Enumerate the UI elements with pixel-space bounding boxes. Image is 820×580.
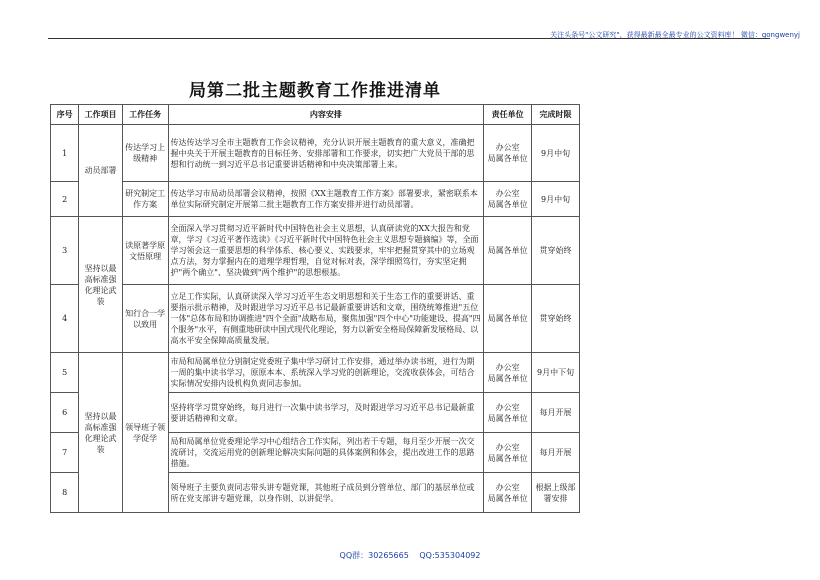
responsible-unit: 局属各单位 bbox=[484, 217, 532, 285]
responsible-unit-text: 办公室 局属各单位 bbox=[487, 189, 528, 209]
deadline: 根据上级部署安排 bbox=[532, 473, 580, 513]
deadline: 9月中旬 bbox=[532, 125, 580, 182]
row-number: 7 bbox=[51, 433, 79, 473]
work-task: 领导班子领学促学 bbox=[122, 353, 168, 513]
deadline: 贯穿始终 bbox=[532, 285, 580, 353]
deadline: 9月中旬 bbox=[532, 182, 580, 217]
table-header-row bbox=[51, 105, 580, 125]
content-arrangement: 全面深入学习贯彻习近平新时代中国特色社会主义思想，认真研读党的XX大报告和党章，学习《习近平著作选读》《习近平新时代中国特色社会主义思想专题摘编》等，全面学习领会这一重要思想的科学体系、核心要义、实践要求，牢牢把握贯穿其中的立场观点方法，努力掌握内在的道理学理哲理，自觉对标对表，深学细照笃行，夯实坚定拥护"两个确立"、坚决做到"两个维护"的思想根基。 bbox=[168, 217, 484, 285]
row-number: 2 bbox=[51, 182, 79, 217]
responsible-unit-text: 办公室 局属各单位 bbox=[487, 362, 528, 383]
column-header-task: 工作任务 bbox=[122, 105, 168, 125]
column-header-no: 序号 bbox=[51, 105, 79, 125]
responsible-unit bbox=[484, 125, 532, 182]
column-header-content: 内容安排 bbox=[168, 105, 484, 125]
deadline: 每月开展 bbox=[532, 393, 580, 433]
work-task: 知行合一学以致用 bbox=[122, 285, 168, 353]
responsible-unit bbox=[484, 433, 532, 473]
work-plan-table bbox=[50, 104, 580, 513]
responsible-unit bbox=[484, 182, 532, 217]
work-task: 研究制定工作方案 bbox=[122, 182, 168, 217]
row-number: 6 bbox=[51, 393, 79, 433]
content-arrangement: 领导班子主要负责同志带头讲专题党课，其他班子成员到分管单位、部门的基层单位或所在党支部讲专题党课，以身作则、以讲促学。 bbox=[168, 473, 484, 513]
footer-contact: QQ群：30265665 QQ:535304092 bbox=[339, 551, 481, 560]
table-row bbox=[51, 182, 580, 217]
row-number: 3 bbox=[51, 217, 79, 285]
table-row bbox=[51, 353, 580, 393]
responsible-unit: 局属各单位 bbox=[484, 285, 532, 353]
row-number: 4 bbox=[51, 285, 79, 353]
content-arrangement: 传达传达学习全市主题教育工作会议精神，充分认识开展主题教育的重大意义，准确把握中央关于开展主题教育的目标任务、安排部署和工作要求，切实把广大党员干部的思想和行动统一到习近平总书记重要讲话精神和中央决策部署上来。 bbox=[168, 125, 484, 182]
responsible-unit bbox=[484, 473, 532, 513]
content-arrangement: 传达学习市局动员部署会议精神，按照《XX主题教育工作方案》部署要求，紧密联系本单位实际研究制定开展第二批主题教育工作方案安排并进行动员部署。 bbox=[168, 182, 484, 217]
work-project: 动员部署 bbox=[79, 125, 123, 217]
table-row bbox=[51, 285, 580, 353]
header-divider bbox=[48, 38, 770, 39]
work-project: 坚持以最高标准强化理论武装 bbox=[79, 217, 123, 353]
work-task: 传达学习上级精神 bbox=[122, 125, 168, 182]
column-header-project: 工作项目 bbox=[79, 105, 123, 125]
deadline: 贯穿始终 bbox=[532, 217, 580, 285]
work-project: 坚持以最高标准强化理论武装 bbox=[79, 353, 123, 513]
deadline: 每月开展 bbox=[532, 433, 580, 473]
table-row bbox=[51, 217, 580, 285]
row-number: 1 bbox=[51, 125, 79, 182]
content-arrangement: 立足工作实际，认真研读深入学习习近平生态文明思想和关于生态工作的重要讲话、重要指示批示精神，及时跟进学习习近平总书记最新重要讲话和文章，围绕统筹推进"五位一体"总体布局和协调推进"四个全面"战略布局，聚焦加强"四个中心"功能建设、提高"四个服务"水平，有侧重地研读中国式现代化理论，努力以新安全格局保障新发展格局、以高水平安全保障高质量发展。 bbox=[168, 285, 484, 353]
row-number: 5 bbox=[51, 353, 79, 393]
content-arrangement: 市局和局属单位分别制定党委班子集中学习研讨工作安排，通过举办读书班，进行为期一周的集中读书学习，原原本本、系统深入学习党的创新理论，交流收获体会，可结合实际情况安排内设机构负责同志参加。 bbox=[168, 353, 484, 393]
content-arrangement: 坚持将学习贯穿始终，每月进行一次集中读书学习，及时跟进学习习近平总书记最新重要讲话精神和文章。 bbox=[168, 393, 484, 433]
header-note: 关注头条号"公文研究"，获得最新最全最专业的公文资料库！ 微信：gongwenyj bbox=[550, 31, 800, 39]
column-header-deadline: 完成时限 bbox=[532, 105, 580, 125]
responsible-unit-text: 办公室 局属各单位 bbox=[487, 143, 528, 163]
page-title: 局第二批主题教育工作推进清单 bbox=[189, 81, 441, 101]
responsible-unit bbox=[484, 393, 532, 433]
responsible-unit bbox=[484, 353, 532, 393]
responsible-unit-text: 办公室 局属各单位 bbox=[487, 402, 528, 423]
work-task: 读原著学原文悟原理 bbox=[122, 217, 168, 285]
deadline: 9月中下旬 bbox=[532, 353, 580, 393]
responsible-unit-text: 办公室 局属各单位 bbox=[487, 442, 528, 463]
row-number: 8 bbox=[51, 473, 79, 513]
table-row bbox=[51, 125, 580, 182]
column-header-unit: 责任单位 bbox=[484, 105, 532, 125]
responsible-unit-text: 办公室 局属各单位 bbox=[487, 482, 528, 503]
content-arrangement: 局和局属单位党委理论学习中心组结合工作实际，列出若干专题，每月至少开展一次交流研讨，交流运用党的创新理论解决实际问题的具体案例和体会，提出改进工作的思路措施。 bbox=[168, 433, 484, 473]
